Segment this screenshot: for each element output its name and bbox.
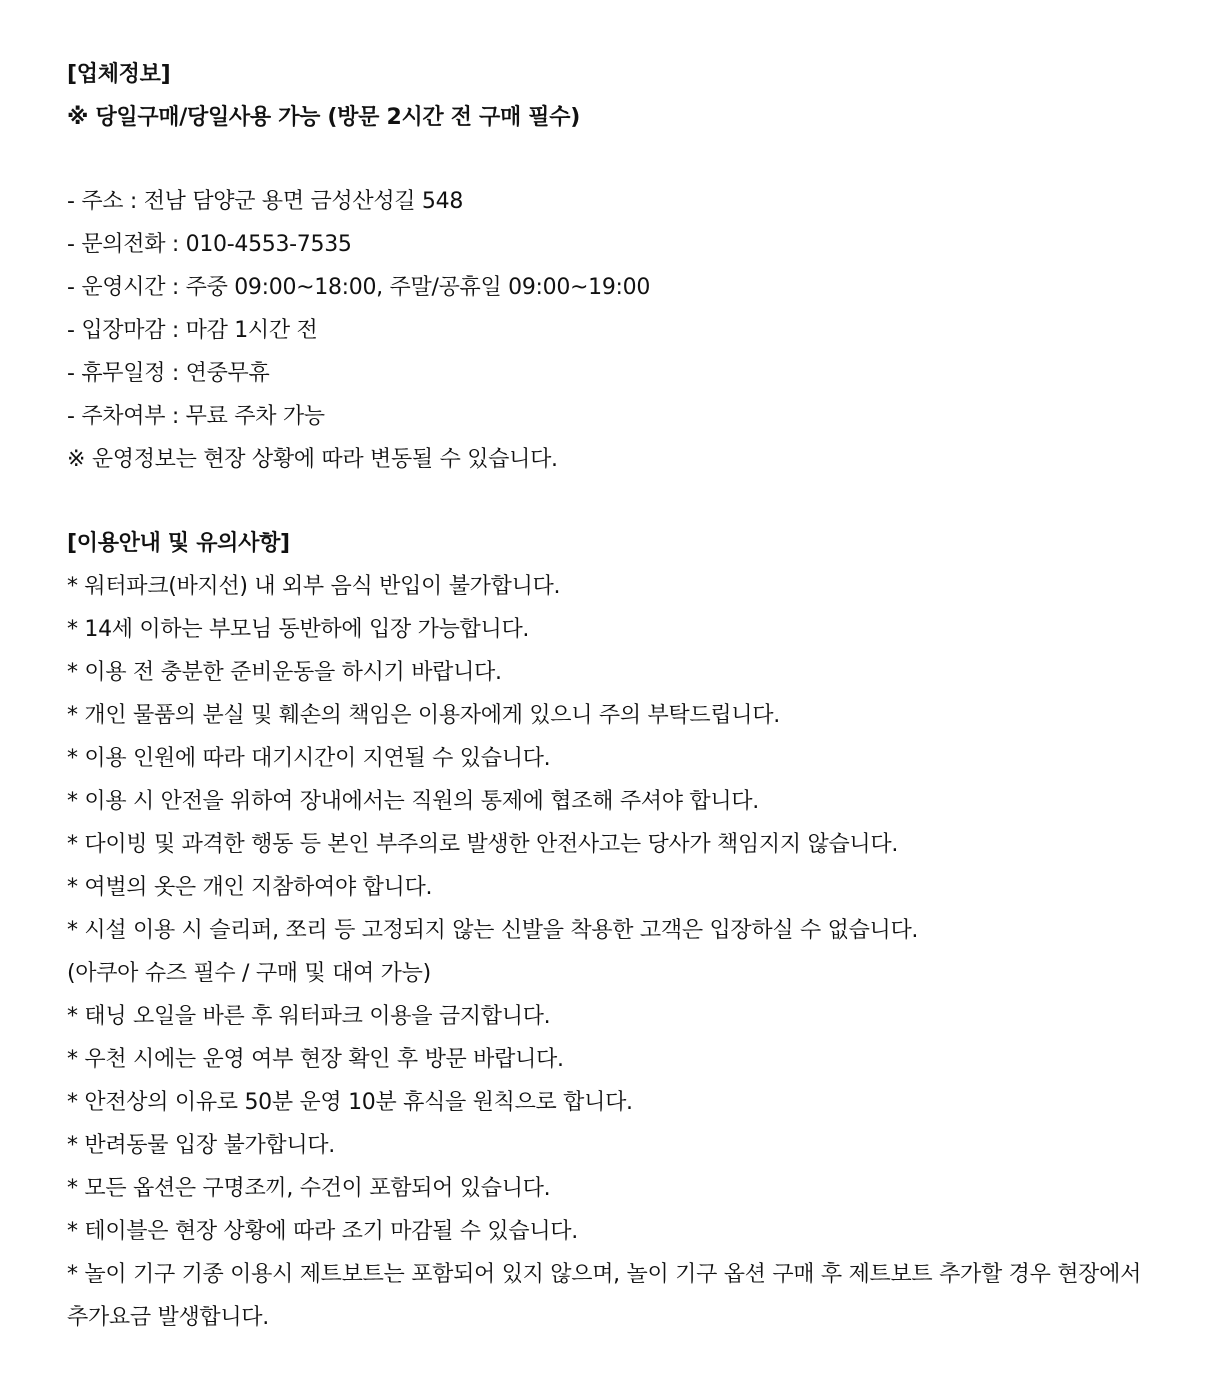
spacer <box>67 481 1147 522</box>
guide-item: * 놀이 기구 기종 이용시 제트보트는 포함되어 있지 않으며, 놀이 기구 옵션 구매 후 제트보트 추가할 경우 현장에서 추가요금 발생합니다. <box>67 1262 1142 1330</box>
document-body <box>67 53 1147 1339</box>
address-line: - 주소 : 전남 담양군 용면 금성산성길 548 <box>67 189 464 214</box>
guide-item: * 시설 이용 시 슬리퍼, 쪼리 등 고정되지 않는 신발을 착용한 고객은 입장하실 수 없습니다. <box>67 918 919 943</box>
guide-item: * 안전상의 이유로 50분 운영 10분 휴식을 원칙으로 합니다. <box>67 1090 633 1115</box>
guide-item: * 다이빙 및 과격한 행동 등 본인 부주의로 발생한 안전사고는 당사가 책임지지 않습니다. <box>67 832 899 857</box>
guide-item: * 우천 시에는 운영 여부 현장 확인 후 방문 바랍니다. <box>67 1047 564 1072</box>
guide-item: * 이용 시 안전을 위하여 장내에서는 직원의 통제에 협조해 주셔야 합니다. <box>67 789 759 814</box>
guide-item: * 여벌의 옷은 개인 지참하여야 합니다. <box>67 875 433 900</box>
entry-deadline-line: - 입장마감 : 마감 1시간 전 <box>67 318 318 343</box>
guide-item: * 반려동물 입장 불가합니다. <box>67 1133 335 1158</box>
guide-item: * 이용 인원에 따라 대기시간이 지연될 수 있습니다. <box>67 746 551 771</box>
guide-item: * 개인 물품의 분실 및 훼손의 책임은 이용자에게 있으니 주의 부탁드립니다. <box>67 703 780 728</box>
guide-item-subnote: (아쿠아 슈즈 필수 / 구매 및 대여 가능) <box>67 961 431 986</box>
company-info-heading: [업체정보] <box>67 62 171 87</box>
guide-item: * 이용 전 충분한 준비운동을 하시기 바랍니다. <box>67 660 502 685</box>
phone-line: - 문의전화 : 010-4553-7535 <box>67 232 352 257</box>
hours-line: - 운영시간 : 주중 09:00~18:00, 주말/공휴일 09:00~19:00 <box>67 275 651 300</box>
guide-item: * 태닝 오일을 바른 후 워터파크 이용을 금지합니다. <box>67 1004 551 1029</box>
guide-item: * 모든 옵션은 구명조끼, 수건이 포함되어 있습니다. <box>67 1176 551 1201</box>
parking-line: - 주차여부 : 무료 주차 가능 <box>67 404 325 429</box>
guide-item: * 14세 이하는 부모님 동반하에 입장 가능합니다. <box>67 617 530 642</box>
spacer <box>67 139 1147 180</box>
closed-days-line: - 휴무일정 : 연중무휴 <box>67 361 270 386</box>
purchase-notice: ※ 당일구매/당일사용 가능 (방문 2시간 전 구매 필수) <box>67 105 580 130</box>
operation-footnote: ※ 운영정보는 현장 상황에 따라 변동될 수 있습니다. <box>67 447 558 472</box>
guide-item: * 테이블은 현장 상황에 따라 조기 마감될 수 있습니다. <box>67 1219 578 1244</box>
guide-heading: [이용안내 및 유의사항] <box>67 531 290 556</box>
guide-item: * 워터파크(바지선) 내 외부 음식 반입이 불가합니다. <box>67 574 561 599</box>
